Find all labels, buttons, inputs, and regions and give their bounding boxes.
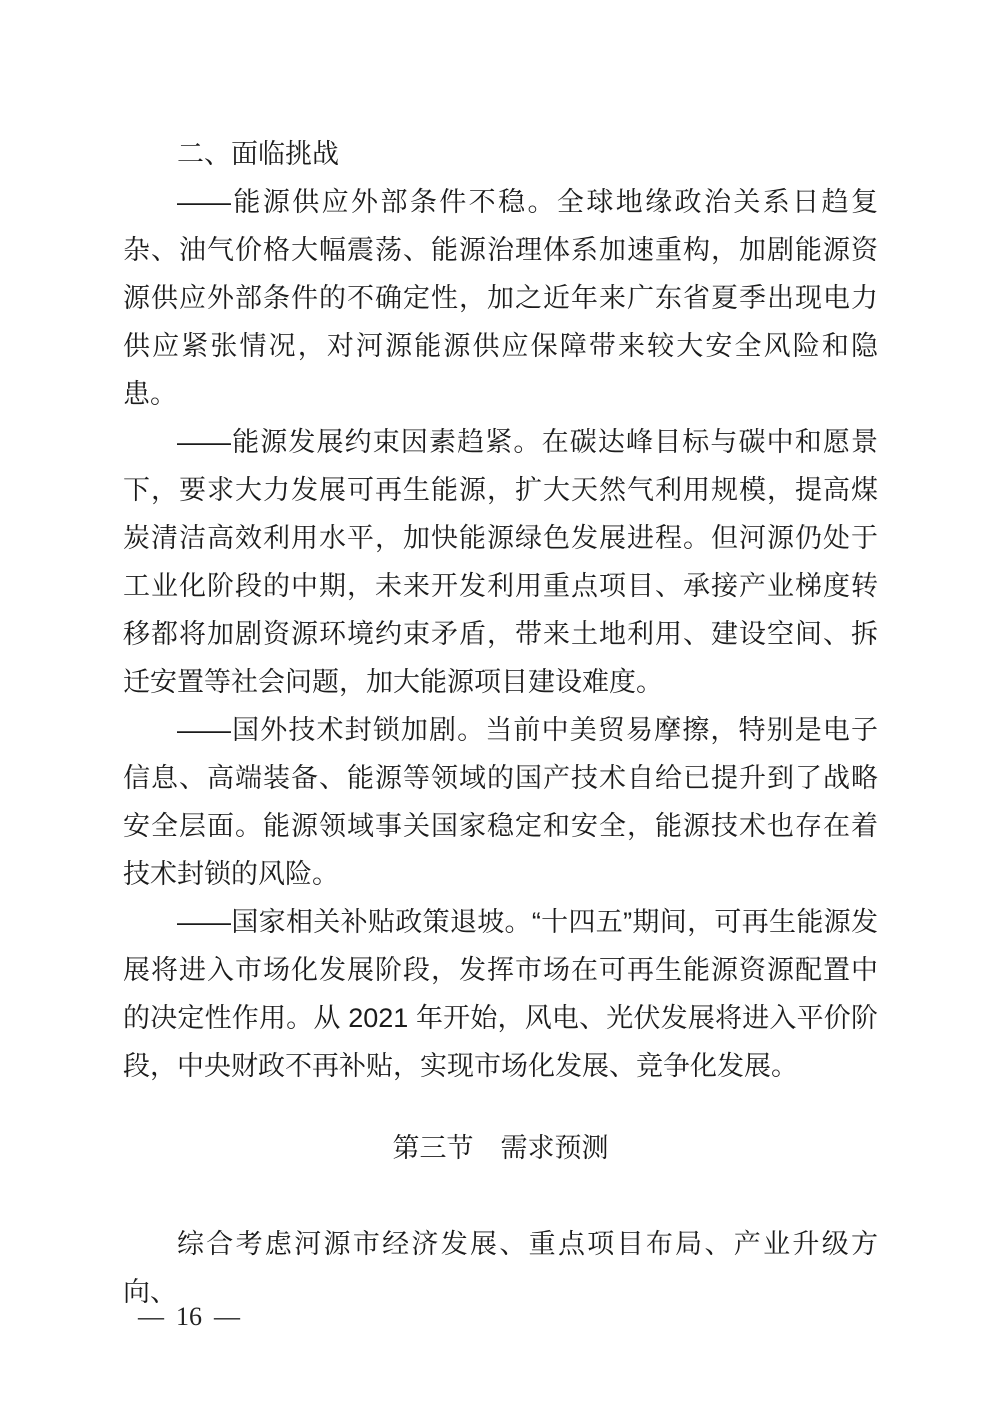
page-number: 16 — [176, 1302, 202, 1331]
paragraph-energy-supply: ——能源供应外部条件不稳。全球地缘政治关系日趋复杂、油气价格大幅震荡、能源治理体系加速重构，加剧能源资源供应外部条件的不确定性，加之近年来广东省夏季出现电力供应紧张情况，对河源能源供应保障带来较大安全风险和隐患。 — [123, 187, 878, 409]
paragraph-subsidy-policy: ——国家相关补贴政策退坡。“十四五”期间，可再生能源发展将进入市场化发展阶段，发挥市场在可再生能源资源配置中的决定性作用。从 2021 年开始，风电、光伏发展将进入平价阶段，中央财政不再补贴，实现市场化发展、竞争化发展。 — [123, 907, 878, 1081]
page-footer — [138, 1302, 240, 1332]
section-heading: 第三节 需求预测 — [392, 1133, 609, 1163]
paragraph-development-constraints: ——能源发展约束因素趋紧。在碳达峰目标与碳中和愿景下，要求大力发展可再生能源，扩大天然气利用规模，提高煤炭清洁高效利用水平，加快能源绿色发展进程。但河源仍处于工业化阶段的中期，未来开发利用重点项目、承接产业梯度转移都将加剧资源环境约束矛盾，带来土地利用、建设空间、拆迁安置等社会问题，加大能源项目建设难度。 — [123, 427, 878, 697]
closing-paragraph: 综合考虑河源市经济发展、重点项目布局、产业升级方向、 — [123, 1229, 878, 1307]
footer-right-dash: — — [214, 1302, 240, 1331]
paragraph-technology-blockade: ——国外技术封锁加剧。当前中美贸易摩擦，特别是电子信息、高端装备、能源等领域的国产技术自给已提升到了战略安全层面。能源领域事关国家稳定和安全，能源技术也存在着技术封锁的风险。 — [123, 715, 878, 889]
page-content — [123, 130, 878, 1316]
footer-left-dash: — — [138, 1302, 164, 1331]
list-heading: 二、面临挑战 — [177, 139, 339, 169]
